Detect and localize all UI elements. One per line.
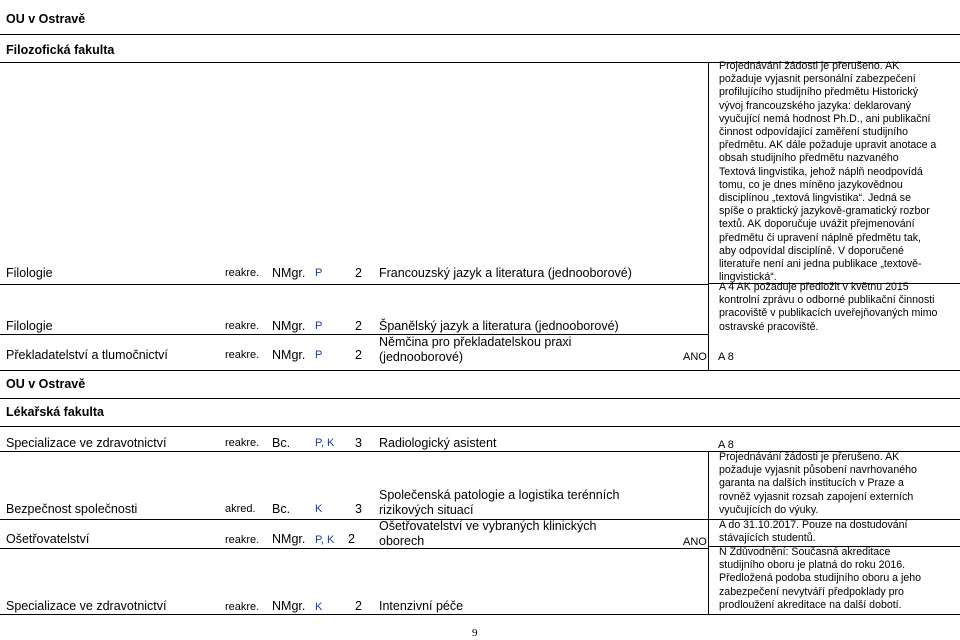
row-type: reakre.	[225, 320, 260, 332]
divider	[0, 398, 960, 399]
page-number: 9	[472, 627, 478, 639]
row-degree: NMgr.	[272, 266, 306, 280]
row-area: Ošetřovatelství	[6, 532, 90, 546]
row-divider	[0, 334, 708, 335]
row-form: P	[315, 267, 323, 279]
row-program: Radiologický asistent	[379, 436, 497, 450]
row-program: Španělský jazyk a literatura (jednooborové)	[379, 319, 619, 333]
row-program: Francouzský jazyk a literatura (jednooborové)	[379, 266, 632, 280]
row-area: Bezpečnost společnosti	[6, 502, 138, 516]
divider	[0, 370, 960, 371]
row-program-line2: rizikových situací	[379, 503, 474, 517]
row-form: P, K	[315, 534, 335, 546]
faculty-title-1: Filozofická fakulta	[6, 43, 115, 57]
row-form: P	[315, 349, 323, 361]
row-duration: 2	[355, 266, 362, 280]
row-degree: NMgr.	[272, 348, 306, 362]
row-degree: Bc.	[272, 436, 291, 450]
row-degree: Bc.	[272, 502, 291, 516]
row-type: reakre.	[225, 437, 260, 449]
row-form: P, K	[315, 437, 335, 449]
review-note-b: A do 31.10.2017. Pouze na dostudování stávajících studentů.	[719, 519, 908, 545]
row-divider	[0, 284, 708, 285]
review-note-a: Projednávání žádosti je přerušeno. AK požaduje vyjasnit působení navrhovaného garanta na dalších institucích v Praze a rovněž vyjasnit rozsah zapojení externích vyučujících do výuky.	[719, 451, 917, 516]
review-note: Projednávání žádosti je přerušeno. AK požaduje vyjasnit personální zabezpečení profilujícího studijního předmětu Historický vývoj francouzského jazyka: deklarovaný vyučující nemá hodnost Ph.D., ani publikační činnost odpovídající zaměření studijního předmětu. AK dále požaduje upravit anotace a obsah studijního předmětu nazvaného Textová lingvistika, jehož náplň neodpovídá tomu, co je dnes míněno jazykovědnou disciplínou „textová lingvistika“. Jedná se spíše o praktický jazykově-gramatický rozbor textů. AK doporučuje uvážit přejmenování předmětu či upravení náplně předmětu tak, aby odpovídal disciplíně. V doporučené literatuře není ani jedna publikace „textově- lingvistická“.	[719, 60, 937, 284]
row-flag: ANO	[683, 351, 707, 363]
row-duration: 3	[355, 502, 362, 516]
university-title-2: OU v Ostravě	[6, 377, 86, 391]
faculty-title-2: Lékařská fakulta	[6, 405, 104, 419]
row-duration: 2	[355, 319, 362, 333]
row-code: A 8	[718, 351, 734, 363]
divider	[0, 426, 960, 427]
row-divider	[0, 614, 960, 615]
row-divider	[0, 519, 708, 520]
row-area: Překladatelství a tlumočnictví	[6, 348, 168, 362]
row-program-line1: Němčina pro překladatelskou praxi	[379, 335, 572, 349]
row-type: reakre.	[225, 534, 260, 546]
column-divider	[708, 451, 709, 614]
divider	[0, 34, 960, 35]
row-duration: 2	[355, 348, 362, 362]
row-degree: NMgr.	[272, 532, 306, 546]
university-title-1: OU v Ostravě	[6, 12, 86, 26]
row-duration: 3	[355, 436, 362, 450]
row-duration: 2	[355, 599, 362, 613]
row-area: Specializace ve zdravotnictví	[6, 599, 167, 613]
row-program-line1: Ošetřovatelství ve vybraných klinických	[379, 519, 597, 533]
row-divider	[0, 548, 708, 549]
row-program-line2: oborech	[379, 534, 425, 548]
row-degree: NMgr.	[272, 599, 306, 613]
row-form: P	[315, 320, 323, 332]
row-type: reakre.	[225, 601, 260, 613]
review-note-2: A 4 AK požaduje předložit v květnu 2015 kontrolní zprávu o odborné publikační činnosti pracoviště v publikacích uveřejňovaných mimo ostravské pracoviště.	[719, 281, 938, 333]
row-type: akred.	[225, 503, 256, 515]
row-form: K	[315, 503, 323, 515]
row-program-line2: (jednooborové)	[379, 350, 464, 364]
row-program-line1: Společenská patologie a logistika terénních	[379, 488, 620, 502]
row-duration: 2	[348, 532, 355, 546]
row-program: Intenzivní péče	[379, 599, 464, 613]
row-code: A 8	[718, 439, 734, 451]
row-area: Filologie	[6, 319, 53, 333]
row-degree: NMgr.	[272, 319, 306, 333]
row-flag: ANO	[683, 536, 707, 548]
row-area: Specializace ve zdravotnictví	[6, 436, 167, 450]
row-area: Filologie	[6, 266, 53, 280]
row-type: reakre.	[225, 267, 260, 279]
column-divider	[708, 62, 709, 370]
row-form: K	[315, 601, 323, 613]
review-note-c: N Zdůvodnění: Současná akreditace studijního oboru je platná do roku 2016. Předložená podoba studijního oboru a jeho zabezpečení nevytváří předpoklady pro prodloužení akreditace na další dobotí.	[719, 546, 922, 611]
row-type: reakre.	[225, 349, 260, 361]
